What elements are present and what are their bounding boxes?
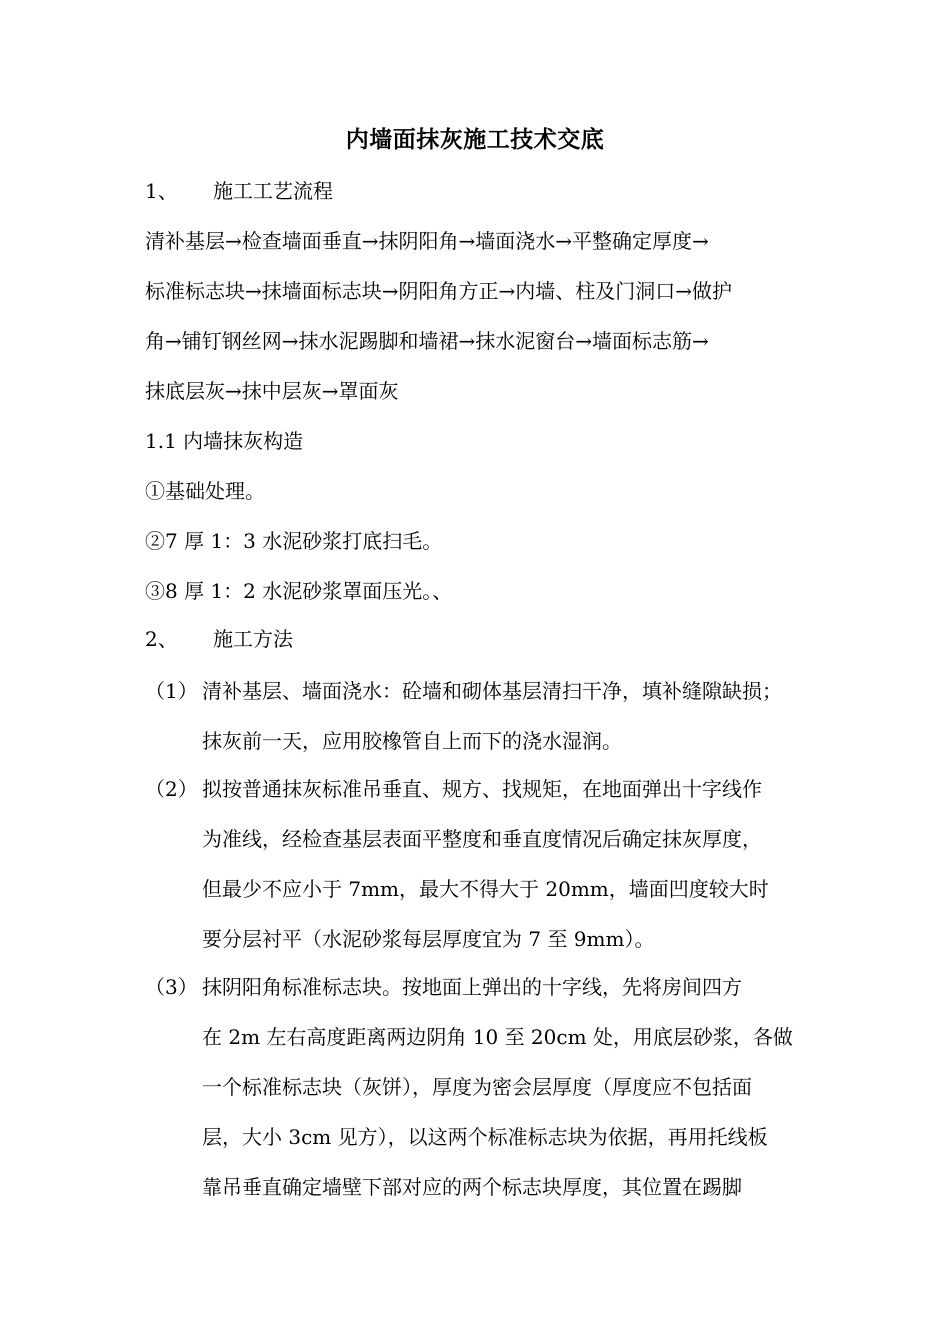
layer-item: ①基础处理。 bbox=[145, 479, 265, 503]
item-1-label: （1） bbox=[145, 679, 198, 703]
layer-item: ③8 厚 1：2 水泥砂浆罩面压光。、 bbox=[145, 579, 453, 603]
item-3-line: 层，大小 3cm 见方），以这两个标准标志块为依据，再用托线板 bbox=[202, 1125, 768, 1149]
item-3-line: 抹阴阳角标准标志块。按地面上弹出的十字线，先将房间四方 bbox=[202, 975, 742, 999]
flow-line: 抹底层灰→抹中层灰→罩面灰 bbox=[145, 379, 399, 403]
section-2-title: 施工方法 bbox=[213, 627, 293, 651]
section-2-number: 2、 bbox=[145, 627, 178, 651]
layer-item: ②7 厚 1：3 水泥砂浆打底扫毛。 bbox=[145, 529, 443, 553]
item-1-line: 抹灰前一天，应用胶橡管自上而下的浇水湿润。 bbox=[202, 729, 622, 753]
flow-line: 角→铺钉钢丝网→抹水泥踢脚和墙裙→抹水泥窗台→墙面标志筋→ bbox=[145, 329, 709, 353]
item-2-line: 为准线，经检查基层表面平整度和垂直度情况后确定抹灰厚度， bbox=[202, 827, 762, 851]
item-3-line: 靠吊垂直确定墙壁下部对应的两个标志块厚度，其位置在踢脚 bbox=[202, 1175, 742, 1199]
item-2-label: （2） bbox=[145, 777, 198, 801]
section-1-heading bbox=[145, 176, 825, 206]
document-title: 内墙面抹灰施工技术交底 bbox=[345, 126, 605, 153]
item-1-line: 清补基层、墙面浇水：砼墙和砌体基层清扫干净，填补缝隙缺损； bbox=[202, 679, 782, 703]
flow-line: 标准标志块→抹墙面标志块→阴阳角方正→内墙、柱及门洞口→做护 bbox=[145, 279, 733, 303]
item-2-line: 要分层衬平（水泥砂浆每层厚度宜为 7 至 9mm）。 bbox=[202, 927, 655, 951]
item-2-line: 但最少不应小于 7mm，最大不得大于 20mm，墙面凹度较大时 bbox=[202, 877, 769, 901]
item-3-line: 一个标准标志块（灰饼），厚度为密会层厚度（厚度应不包括面 bbox=[202, 1075, 752, 1099]
item-3-label: （3） bbox=[145, 975, 198, 999]
section-1-number: 1、 bbox=[145, 179, 178, 203]
item-3-line: 在 2m 左右高度距离两边阴角 10 至 20cm 处，用底层砂浆，各做 bbox=[202, 1025, 793, 1049]
flow-line: 清补基层→检查墙面垂直→抹阴阳角→墙面浇水→平整确定厚度→ bbox=[145, 229, 709, 253]
subsection-heading: 1.1 内墙抹灰构造 bbox=[145, 429, 304, 453]
section-1-title: 施工工艺流程 bbox=[213, 179, 333, 203]
section-2-heading bbox=[145, 624, 825, 654]
item-2-line: 拟按普通抹灰标准吊垂直、规方、找规矩，在地面弹出十字线作 bbox=[202, 777, 762, 801]
